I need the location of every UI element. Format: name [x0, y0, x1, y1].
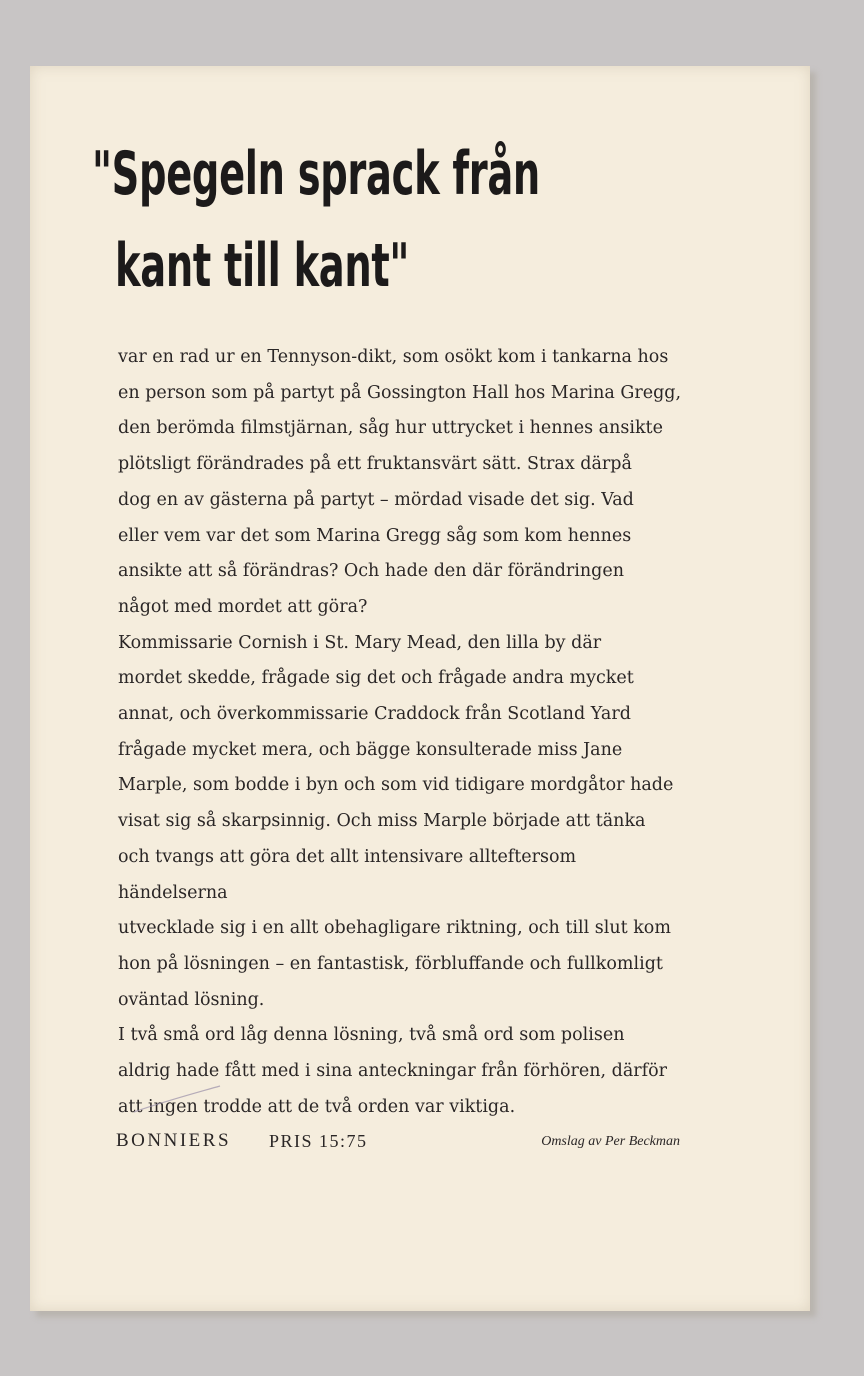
headline-line-2: kant till kant" [115, 231, 410, 301]
publisher-name: BONNIERS [116, 1130, 232, 1151]
blurb-paragraph-2: Kommissarie Cornish i St. Mary Mead, den lilla by där mordet skedde, frågade sig det och frågade andra mycket annat, och överkommissarie Craddock från Scotland Yard frågade mycket mera, och bägge konsulterade miss Jane Marple, som bodde i byn och som vid tidigare mordgåtor hade visat sig så skarpsinnig. Och miss Marple började att tänka och tvangs att göra det allt intensivare allteftersom händelserna utvecklade sig i en allt obehagligare riktning, och till slut kom hon på lösningen – en fantastisk, förbluffande och fullkomligt oväntad lösning. [118, 632, 674, 1010]
cover-footer [116, 1130, 680, 1160]
headline-line-1: "Spegeln sprack från [92, 139, 540, 209]
price-label: PRIS 15:75 [269, 1131, 368, 1151]
blurb-paragraph-3: I två små ord låg denna lösning, två små ord som polisen aldrig hade fått med i sina anteckningar från förhören, därför att ingen trodde att de två orden var viktiga. [118, 1025, 668, 1117]
book-title-quote [92, 128, 540, 312]
blurb-text [118, 340, 684, 1125]
blurb-paragraph-1: var en rad ur en Tennyson-dikt, som osökt kom i tankarna hos en person som på partyt på Gossington Hall hos Marina Gregg, den berömda filmstjärnan, såg hur uttrycket i hennes ansikte plötsligt förändrades på ett fruktansvärt sätt. Strax därpå dog en av gästerna på partyt – mördad visade det sig. Vad eller vem var det som Marina Gregg såg som kom hennes ansikte att så förändras? Och hade den där förändringen något med mordet att göra? [118, 347, 682, 617]
cover-design-credit: Omslag av Per Beckman [541, 1134, 680, 1149]
pencil-mark [132, 1082, 222, 1116]
